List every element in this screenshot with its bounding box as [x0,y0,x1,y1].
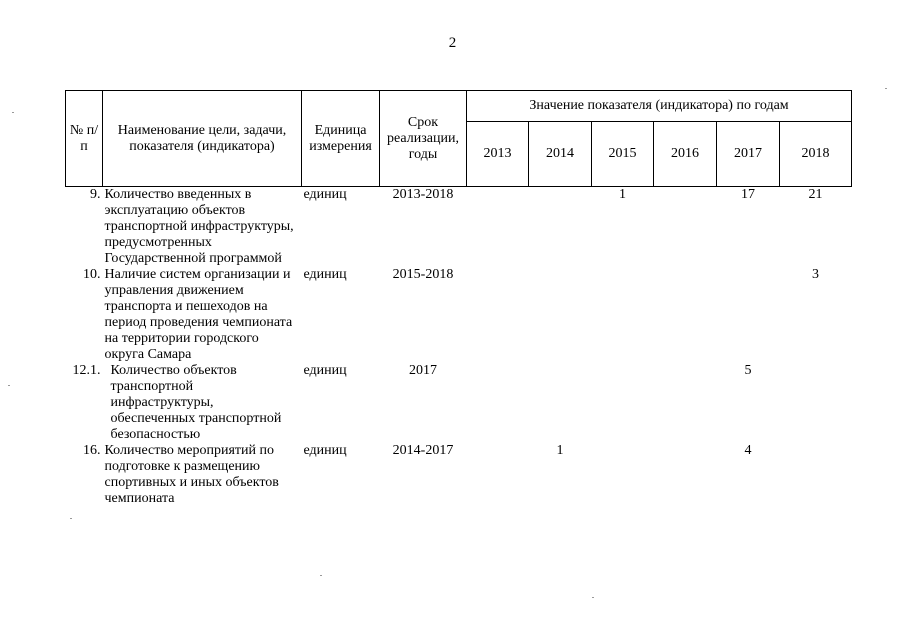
table-row [66,187,852,268]
row-period: 2013-2018 [392,187,454,202]
row-name: Наличие систем организации и управления движением транспорта и пешеходов на период проведения чемпионата на территории городского округа Самара [104,267,293,362]
row-value [654,267,717,363]
row-num: 9. [90,187,101,202]
header-unit: Единица измерения [302,91,380,187]
row-value [467,187,529,268]
row-value: 1 [556,443,564,458]
indicators-table [65,90,852,507]
table-body [66,187,852,508]
row-value [467,443,529,507]
table-row [66,443,852,507]
row-value [592,267,654,363]
row-value [654,363,717,443]
scan-speck [592,597,594,598]
row-num: 10. [83,267,101,282]
row-value [467,363,529,443]
header-year: 2014 [529,122,592,187]
row-name: Количество объектов транспортной инфраструктуры, обеспеченных транспортной безопасностью [110,363,282,442]
row-name: Количество введенных в эксплуатацию объектов транспортной инфраструктуры, предусмотренных Государственной программой [104,187,294,266]
row-value [529,187,592,268]
row-unit: единиц [303,187,347,202]
header-num: № п/п [66,91,103,187]
header-year: 2013 [467,122,529,187]
scan-speck [12,112,14,113]
row-unit: единиц [303,267,347,282]
header-values-group: Значение показателя (индикатора) по годам [467,91,852,122]
row-period: 2015-2018 [392,267,454,282]
header-year: 2016 [654,122,717,187]
row-value: 3 [812,267,820,282]
header-period: Срок реализации, годы [380,91,467,187]
row-value [780,363,852,443]
row-value: 5 [744,363,752,378]
row-value [467,267,529,363]
row-value: 21 [808,187,823,202]
row-value [654,443,717,507]
row-value: 17 [741,187,755,202]
scan-speck [70,518,72,519]
row-unit: единиц [303,443,347,458]
row-period: 2014-2017 [392,443,454,458]
row-value: 4 [744,443,752,458]
scan-speck [885,88,887,89]
header-year: 2017 [717,122,780,187]
row-value [529,363,592,443]
row-value [592,363,654,443]
header-year: 2018 [780,122,852,187]
table-row [66,267,852,363]
table-header [66,91,852,187]
header-name: Наименование цели, задачи, показателя (индикатора) [103,91,302,187]
scan-speck [320,575,322,576]
row-value [592,443,654,507]
row-value [654,187,717,268]
row-value [780,443,852,507]
scan-speck [8,385,10,386]
row-value: 1 [619,187,626,202]
row-period: 2017 [409,363,437,378]
row-value [529,267,592,363]
row-name: Количество мероприятий по подготовке к размещению спортивных и иных объектов чемпионата [104,443,279,506]
row-num: 16. [83,443,101,458]
header-year: 2015 [592,122,654,187]
row-value [717,267,780,363]
row-num: 12.1. [72,363,101,378]
table-row [66,363,852,443]
page-number: 2 [448,35,457,51]
row-unit: единиц [303,363,347,378]
